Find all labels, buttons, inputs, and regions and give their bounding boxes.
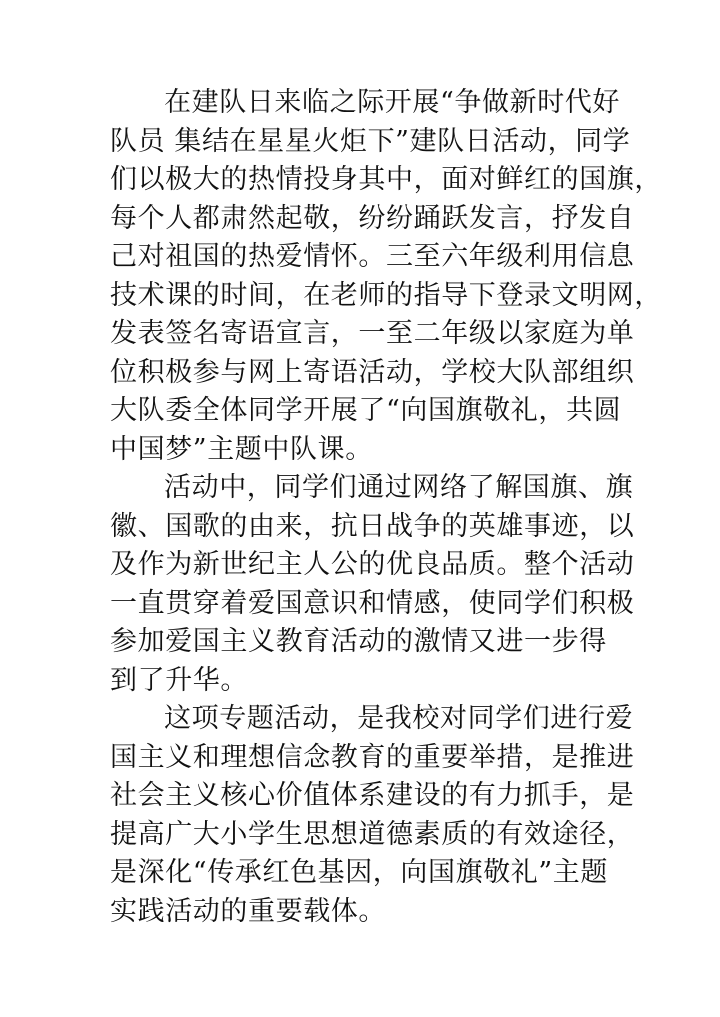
paragraph-1-line-3: 们以极大的热情投身其中，面对鲜红的国旗， [110,164,662,195]
paragraph-1-line-1: 在建队日来临之际开展“争做新时代好 [164,87,621,118]
paragraph-3-line-1: 这项专题活动，是我校对同学们进行爱 [164,703,634,734]
paragraph-1-line-5: 己对祖国的热爱情怀。三至六年级利用信息 [110,241,635,272]
paragraph-1-line-7: 发表签名寄语宣言，一至二年级以家庭为单 [110,318,635,349]
paragraph-1-line-2: 队员 集结在星星火炬下”建队日活动，同学 [110,125,631,157]
paragraph-3-line-6: 实践活动的重要载体。 [110,895,386,927]
paragraph-1-line-8: 位积极参与网上寄语活动，学校大队部组织 [110,356,635,388]
paragraph-3-line-4: 提高广大小学生思想道德素质的有效途径， [110,818,635,850]
paragraph-2-line-3: 及作为新世纪主人公的优良品质。整个活动 [110,549,635,580]
paragraph-2-line-2: 徽、国歌的由来，抗日战争的英雄事迹，以 [110,510,635,542]
paragraph-2-line-6: 到了升华。 [110,664,248,696]
paragraph-1-line-9: 大队委全体同学开展了“向国旗敬礼，共圆 [110,395,622,426]
document-body [110,84,662,931]
paragraph-2-line-1: 活动中，同学们通过网络了解国旗、旗 [164,472,634,503]
paragraph-3-line-5: 是深化“传承红色基因，向国旗敬礼”主题 [110,857,609,888]
paragraph-1-line-4: 每个人都肃然起敬，纷纷踊跃发言，抒发自 [110,202,635,234]
paragraph-2-line-5: 参加爱国主义教育活动的激情又进一步得 [110,626,607,657]
paragraph-2-line-4: 一直贯穿着爱国意识和情感，使同学们积极 [110,587,635,619]
paragraph-3-line-2: 国主义和理想信念教育的重要举措，是推进 [110,741,635,773]
paragraph-1-line-10: 中国梦”主题中队课。 [110,433,373,465]
paragraph-1-line-6: 技术课的时间，在老师的指导下登录文明网， [110,279,662,311]
paragraph-3-line-3: 社会主义核心价值体系建设的有力抓手，是 [110,780,635,811]
